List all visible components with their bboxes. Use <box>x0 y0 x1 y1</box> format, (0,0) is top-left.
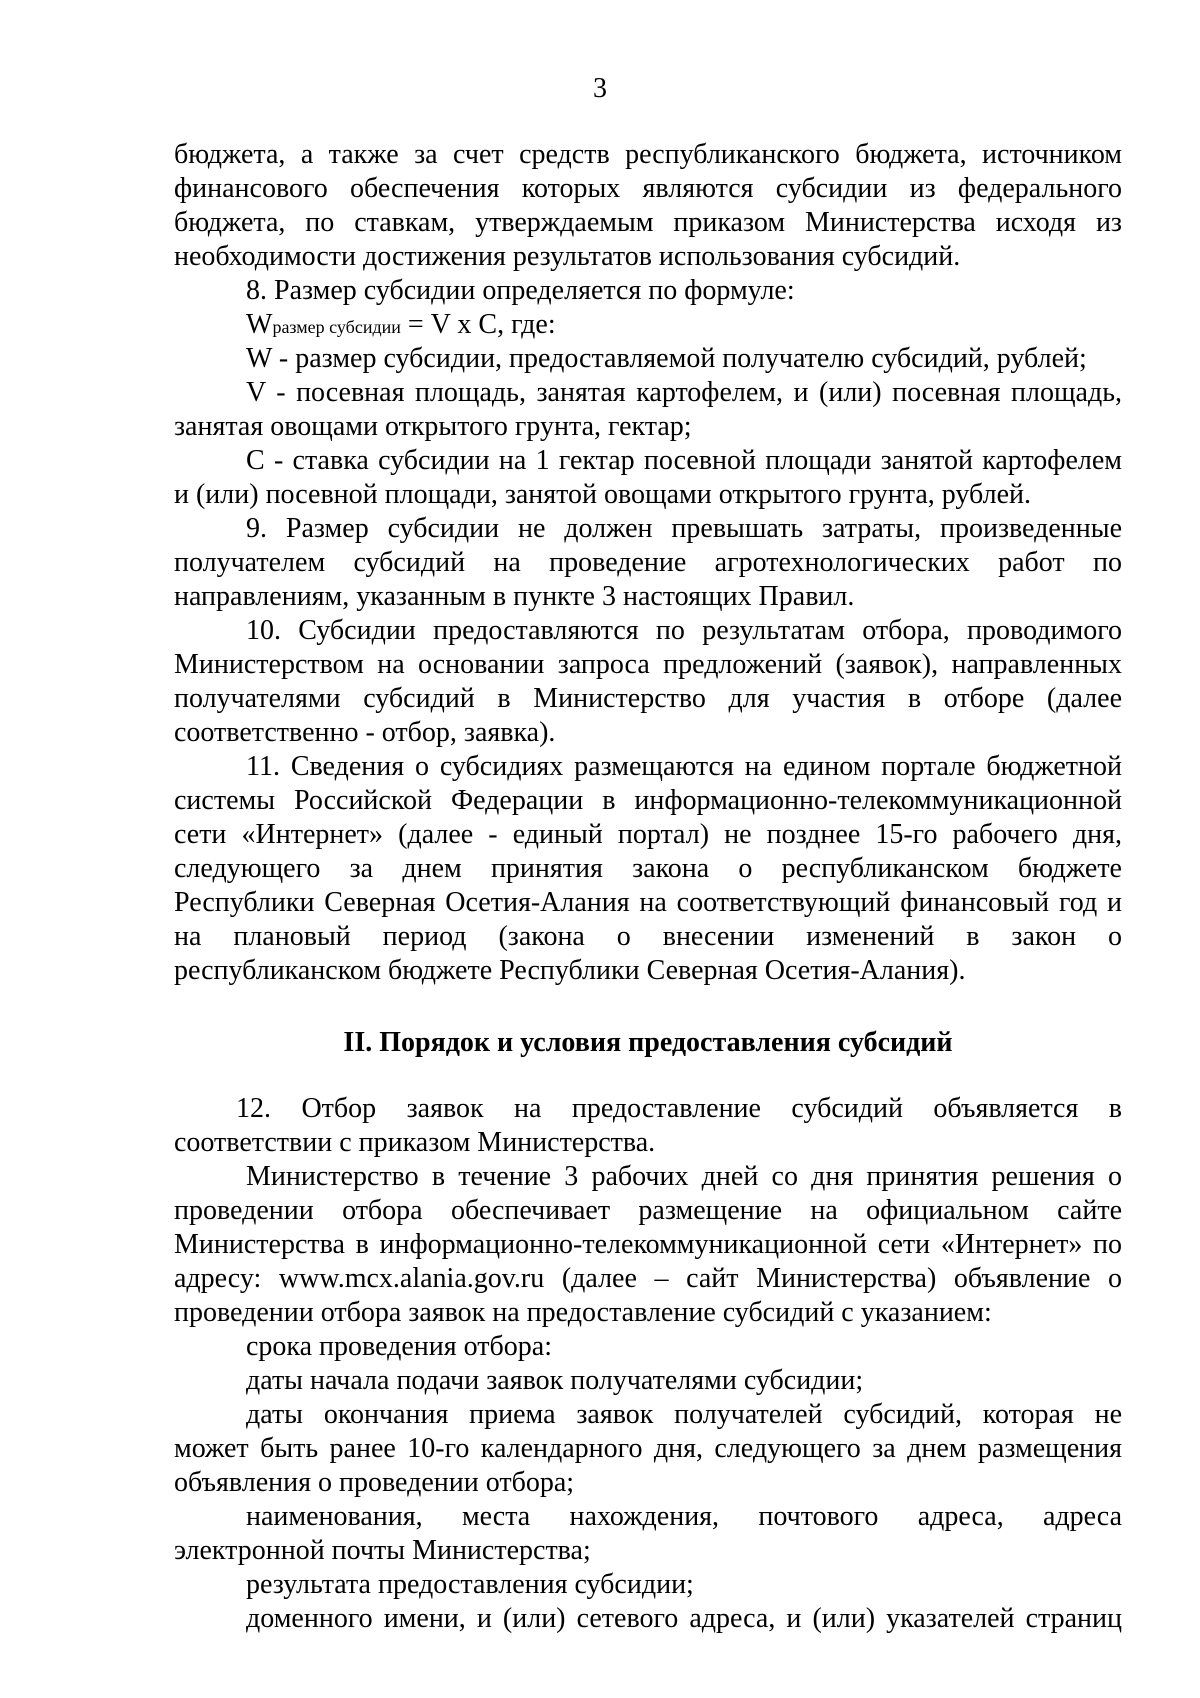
text-line: республиканском бюджете Республики Северная Осетия-Алания). <box>174 955 966 986</box>
text-line: Министерство в течение 3 рабочих дней со дня принятия решения о <box>246 1161 1122 1192</box>
text-line: бюджета, а также за счет средств республиканского бюджета, источником <box>174 139 1122 170</box>
text-line: даты окончания приема заявок получателей субсидий, которая не <box>246 1399 1122 1430</box>
text-line: соответственно - отбор, заявка). <box>174 717 556 748</box>
text-line: сети «Интернет» (далее - единый портал) не позднее 15-го рабочего дня, <box>174 819 1122 850</box>
spacer <box>174 988 1122 1024</box>
formula-line <box>174 308 1122 342</box>
text-line: 9. Размер субсидии не должен превышать затраты, произведенные <box>246 513 1122 544</box>
formula-variable: W <box>246 309 273 340</box>
text-line: Министерством на основании запроса предложений (заявок), направленных <box>174 649 1122 680</box>
text-line: занятая овощами открытого грунта, гектар; <box>174 411 692 442</box>
text-line: и (или) посевной площади, занятой овощами открытого грунта, рублей. <box>174 479 1031 510</box>
text-line: получателями субсидий в Министерство для участия в отборе (далее <box>174 683 1122 714</box>
document-body <box>174 138 1122 1636</box>
text-line: срока проведения отбора: <box>246 1331 552 1362</box>
text-line: C - ставка субсидии на 1 гектар посевной площади занятой картофелем <box>246 445 1122 476</box>
text-line: 12. Отбор заявок на предоставление субсидий объявляется в <box>236 1093 1122 1124</box>
spacer <box>174 1062 1122 1092</box>
text-line: бюджета, по ставкам, утверждаемым приказом Министерства исходя из <box>174 207 1122 238</box>
text-line: объявления о проведении отбора; <box>174 1467 575 1498</box>
text-line: адресу: www.mcx.alania.gov.ru (далее – сайт Министерства) объявление о <box>174 1263 1122 1294</box>
text-line: может быть ранее 10-го календарного дня, следующего за днем размещения <box>174 1433 1122 1464</box>
text-line: соответствии с приказом Министерства. <box>174 1127 656 1158</box>
text-line: следующего за днем принятия закона о республиканском бюджете <box>174 853 1122 884</box>
text-line: необходимости достижения результатов использования субсидий. <box>174 241 961 272</box>
text-line: направлениям, указанным в пункте 3 настоящих Правил. <box>174 581 855 612</box>
formula-rest: = V x C, где: <box>400 309 556 340</box>
text-line: результата предоставления субсидии; <box>246 1569 694 1600</box>
text-line: системы Российской Федерации в информационно-телекоммуникационной <box>174 785 1122 816</box>
text-line: даты начала подачи заявок получателями субсидии; <box>246 1365 864 1396</box>
text-line: 8. Размер субсидии определяется по формуле: <box>246 275 795 306</box>
text-line: проведении отбора заявок на предоставление субсидий с указанием: <box>174 1297 992 1328</box>
text-line: доменного имени, и (или) сетевого адреса, и (или) указателей страниц <box>246 1603 1122 1634</box>
text-line: на плановый период (закона о внесении изменений в закон о <box>174 921 1122 952</box>
text-line: 10. Субсидии предоставляются по результатам отбора, проводимого <box>246 615 1122 646</box>
text-line: финансового обеспечения которых являются субсидии из федерального <box>174 173 1122 204</box>
text-line: Республики Северная Осетия-Алания на соответствующий финансовый год и <box>174 887 1122 918</box>
text-line: W - размер субсидии, предоставляемой получателю субсидий, рублей; <box>246 343 1087 374</box>
text-line: 11. Сведения о субсидиях размещаются на едином портале бюджетной <box>246 751 1122 782</box>
formula-subscript: размер субсидии <box>272 317 401 337</box>
text-line: электронной почты Министерства; <box>174 1535 591 1566</box>
text-line: наименования, места нахождения, почтового адреса, адреса <box>246 1501 1122 1532</box>
page-number: 3 <box>593 73 607 104</box>
text-line: V - посевная площадь, занятая картофелем, и (или) посевная площадь, <box>246 377 1122 408</box>
section-heading: II. Порядок и условия предоставления субсидий <box>343 1027 953 1058</box>
text-line: получателем субсидий на проведение агротехнологических работ по <box>174 547 1122 578</box>
text-line: проведении отбора обеспечивает размещение на официальном сайте <box>174 1195 1122 1226</box>
text-line: Министерства в информационно-телекоммуникационной сети «Интернет» по <box>174 1229 1122 1260</box>
